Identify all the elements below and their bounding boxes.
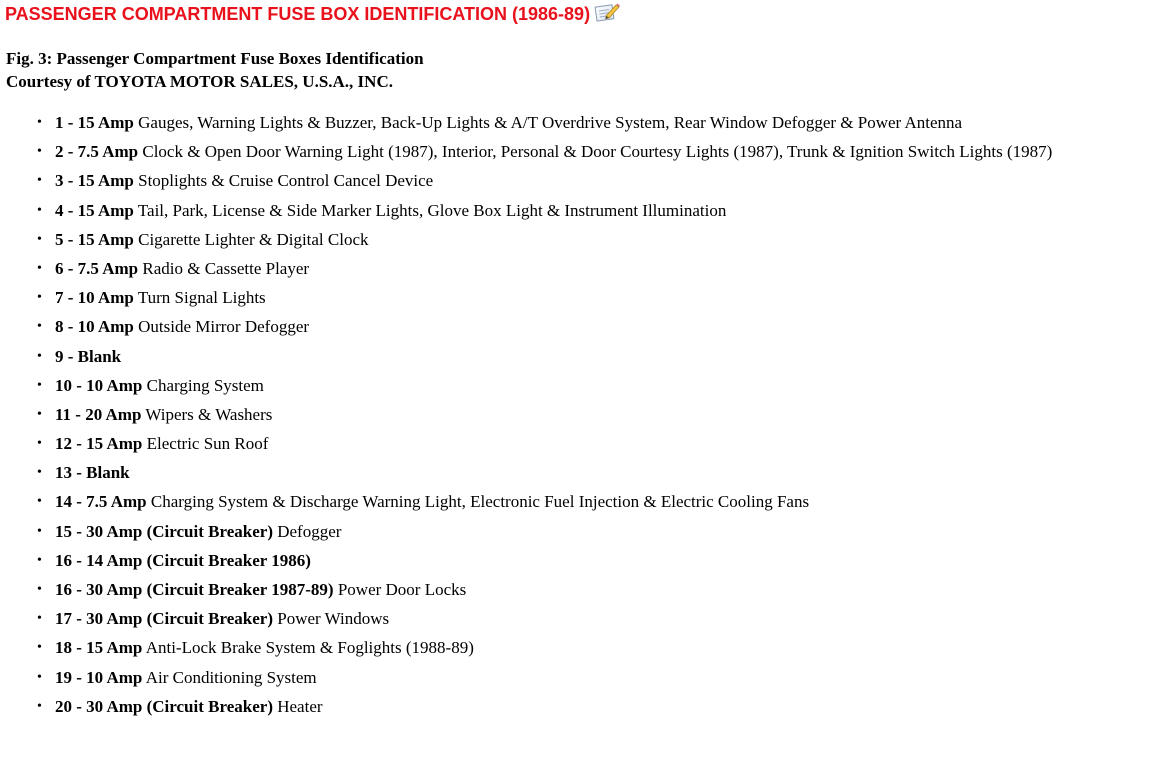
fuse-item [0, 287, 1168, 309]
fuse-description: Air Conditioning System [145, 667, 317, 687]
figure-caption-credit: Courtesy of TOYOTA MOTOR SALES, U.S.A., INC. [6, 72, 393, 91]
fuse-description: Charging System [146, 375, 264, 395]
fuse-label: 13 - Blank [55, 463, 130, 483]
fuse-description: Defogger [277, 521, 342, 541]
fuse-item [0, 170, 1168, 192]
fuse-label: 8 - 10 Amp [55, 317, 134, 337]
bullet-icon: • [37, 348, 42, 364]
bullet-icon: • [37, 698, 42, 714]
page-heading [5, 2, 620, 26]
fuse-label: 18 - 15 Amp [55, 638, 143, 658]
fuse-item [0, 550, 1168, 572]
fuse-label: 6 - 7.5 Amp [55, 258, 139, 278]
bullet-icon: • [37, 523, 42, 539]
fuse-description: Anti-Lock Brake System & Foglights (1988-89) [145, 638, 474, 658]
bullet-icon: • [37, 552, 42, 568]
fuse-item [0, 637, 1168, 659]
fuse-description: Heater [277, 696, 323, 716]
fuse-label: 15 - 30 Amp (Circuit Breaker) [55, 521, 273, 541]
bullet-icon: • [37, 669, 42, 685]
bullet-icon: • [37, 465, 42, 481]
bullet-icon: • [37, 436, 42, 452]
notepad-pencil-icon[interactable] [594, 2, 620, 22]
fuse-item [0, 200, 1168, 222]
bullet-icon: • [37, 640, 42, 656]
figure-caption-title: Fig. 3: Passenger Compartment Fuse Boxes Identification [6, 49, 424, 68]
fuse-description: Outside Mirror Defogger [138, 317, 310, 337]
fuse-label: 20 - 30 Amp (Circuit Breaker) [55, 696, 273, 716]
fuse-description: Charging System & Discharge Warning Light, Electronic Fuel Injection & Electric Cooling Fans [150, 492, 810, 512]
fuse-description: Radio & Cassette Player [142, 258, 310, 278]
page-heading-text: PASSENGER COMPARTMENT FUSE BOX IDENTIFICATION (1986-89) [5, 4, 591, 24]
fuse-label: 17 - 30 Amp (Circuit Breaker) [55, 609, 273, 629]
fuse-item [0, 462, 1168, 484]
fuse-label: 11 - 20 Amp [55, 404, 142, 424]
bullet-icon: • [37, 260, 42, 276]
fuse-label: 19 - 10 Amp [55, 667, 143, 687]
fuse-description: Electric Sun Roof [146, 434, 269, 454]
fuse-item [0, 112, 1168, 134]
fuse-description: Turn Signal Lights [137, 288, 266, 308]
bullet-icon: • [37, 231, 42, 247]
bullet-icon: • [37, 494, 42, 510]
bullet-icon: • [37, 406, 42, 422]
fuse-label: 16 - 14 Amp (Circuit Breaker 1986) [55, 550, 311, 570]
fuse-label: 1 - 15 Amp [55, 113, 134, 132]
fuse-item [0, 346, 1168, 368]
fuse-description: Gauges, Warning Lights & Buzzer, Back-Up Lights & A/T Overdrive System, Rear Window Defogger & Power Antenna [138, 113, 963, 132]
fuse-description: Tail, Park, License & Side Marker Lights, Glove Box Light & Instrument Illumination [137, 200, 727, 220]
fuse-description: Power Door Locks [337, 580, 467, 599]
bullet-icon: • [37, 144, 42, 160]
fuse-item [0, 667, 1168, 689]
fuse-item [0, 404, 1168, 426]
fuse-description: Clock & Open Door Warning Light (1987), Interior, Personal & Door Courtesy Lights (1987), Trunk & Ignition Switch Lights (1987) [142, 142, 1053, 162]
fuse-item [0, 521, 1168, 543]
bullet-icon: • [37, 582, 42, 597]
bullet-icon: • [37, 611, 42, 627]
fuse-label: 4 - 15 Amp [55, 200, 134, 220]
bullet-icon: • [37, 173, 42, 189]
fuse-item [0, 258, 1168, 280]
bullet-icon: • [37, 115, 42, 130]
fuse-item [0, 608, 1168, 630]
fuse-item [0, 433, 1168, 455]
fuse-item [0, 375, 1168, 397]
fuse-label: 10 - 10 Amp [55, 375, 143, 395]
fuse-item [0, 491, 1168, 513]
fuse-label: 14 - 7.5 Amp [55, 492, 147, 512]
bullet-icon: • [37, 319, 42, 335]
fuse-item [0, 579, 1168, 601]
fuse-description: Cigarette Lighter & Digital Clock [138, 229, 369, 249]
fuse-description: Stoplights & Cruise Control Cancel Device [138, 171, 434, 191]
bullet-icon: • [37, 202, 42, 218]
bullet-icon: • [37, 290, 42, 306]
bullet-icon: • [37, 377, 42, 393]
fuse-label: 7 - 10 Amp [55, 288, 134, 308]
figure-caption [6, 47, 424, 93]
fuse-label: 2 - 7.5 Amp [55, 142, 139, 162]
fuse-item [0, 696, 1168, 718]
fuse-label: 5 - 15 Amp [55, 229, 134, 249]
fuse-label: 9 - Blank [55, 346, 122, 366]
fuse-description: Power Windows [277, 609, 390, 629]
fuse-label: 16 - 30 Amp (Circuit Breaker 1987-89) [55, 580, 334, 599]
fuse-item [0, 316, 1168, 338]
fuse-item [0, 141, 1168, 163]
fuse-description: Wipers & Washers [145, 404, 273, 424]
fuse-label: 12 - 15 Amp [55, 434, 143, 454]
fuse-list [0, 112, 1168, 725]
fuse-item [0, 229, 1168, 251]
fuse-label: 3 - 15 Amp [55, 171, 134, 191]
